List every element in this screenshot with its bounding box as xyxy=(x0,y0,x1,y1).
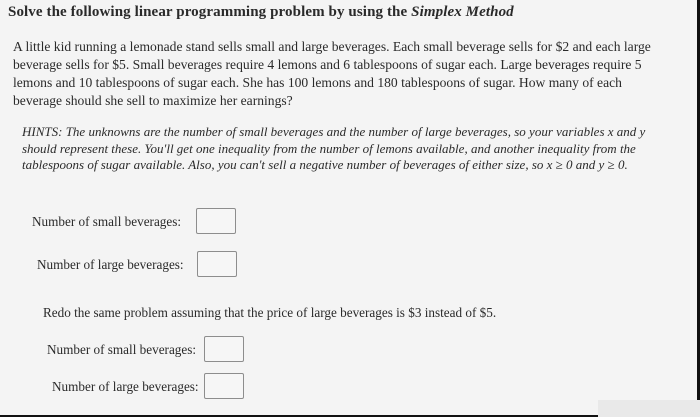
large-beverages-label: Number of large beverages: xyxy=(37,257,184,272)
redo-small-beverages-label: Number of small beverages: xyxy=(47,342,197,357)
corner-patch xyxy=(598,400,700,417)
hints-text: HINTS: The unknowns are the number of small beverages and the number of large beverages, so your variables x and y should represent these. You'll get one inequality from the number of lemons available, and another inequality from the tablespoons of sugar available. Also, you can't sell a negative number of beverages of either size, so x ≥ 0 and y ≥ 0. xyxy=(22,124,646,172)
problem-heading xyxy=(8,4,514,21)
problem-statement: A little kid running a lemonade stand sells small and large beverages. Each small beverage sells for $2 and each large beverage sells for $5. Small beverages require 4 lemons and 6 tablespoons of sugar each. Large beverages require 5 lemons and 10 tablespoons of sugar each. She has 100 lemons and 180 tablespoons of sugar. How many of each beverage should she sell to maximize her earnings? xyxy=(13,39,651,108)
large-beverages-input[interactable] xyxy=(197,251,237,277)
small-beverages-label: Number of small beverages: xyxy=(32,214,182,229)
heading-method: Simplex Method xyxy=(411,4,514,20)
redo-small-beverages-input[interactable] xyxy=(204,336,244,362)
heading-text: Solve the following linear programming problem by using the xyxy=(8,4,412,20)
redo-instruction: Redo the same problem assuming that the price of large beverages is $3 instead of $5. xyxy=(43,305,497,320)
redo-large-beverages-input[interactable] xyxy=(204,373,244,399)
redo-large-beverages-label: Number of large beverages: xyxy=(52,379,199,394)
small-beverages-input[interactable] xyxy=(196,208,236,234)
